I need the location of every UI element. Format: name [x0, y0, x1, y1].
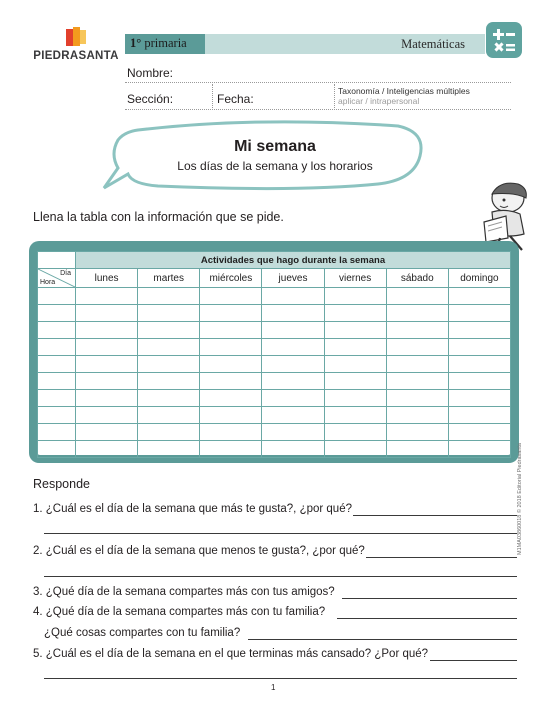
divider	[334, 84, 335, 110]
activity-cell[interactable]	[324, 356, 386, 373]
schedule-table-body	[38, 288, 511, 458]
activity-cell[interactable]	[138, 356, 200, 373]
activity-cell[interactable]	[386, 407, 448, 424]
activity-cell[interactable]	[138, 305, 200, 322]
corner-hour-label: Hora	[40, 279, 56, 286]
activity-cell[interactable]	[448, 407, 510, 424]
activity-cell[interactable]	[448, 356, 510, 373]
hour-cell[interactable]	[38, 373, 76, 390]
activity-cell[interactable]	[138, 373, 200, 390]
activity-cell[interactable]	[76, 441, 138, 458]
activity-cell[interactable]	[200, 339, 262, 356]
table-row	[38, 305, 511, 322]
activity-cell[interactable]	[200, 390, 262, 407]
activity-cell[interactable]	[76, 288, 138, 305]
activity-cell[interactable]	[262, 288, 324, 305]
table-row	[38, 356, 511, 373]
activity-cell[interactable]	[76, 424, 138, 441]
activity-cell[interactable]	[386, 305, 448, 322]
plus-minus-times-icon	[486, 22, 522, 58]
grade-badge	[125, 34, 205, 54]
hour-cell[interactable]	[38, 424, 76, 441]
activity-cell[interactable]	[324, 288, 386, 305]
hour-cell[interactable]	[38, 390, 76, 407]
piedrasanta-logo	[30, 26, 122, 66]
logo-text: PIEDRASANTA	[33, 50, 119, 62]
activity-cell[interactable]	[200, 288, 262, 305]
day-header: viernes	[324, 269, 386, 288]
activity-cell[interactable]	[76, 390, 138, 407]
activity-cell[interactable]	[262, 390, 324, 407]
activity-cell[interactable]	[448, 322, 510, 339]
activity-cell[interactable]	[138, 288, 200, 305]
hour-cell[interactable]	[38, 322, 76, 339]
activity-cell[interactable]	[262, 407, 324, 424]
activity-cell[interactable]	[200, 305, 262, 322]
activity-cell[interactable]	[324, 305, 386, 322]
table-row	[38, 288, 511, 305]
divider	[212, 84, 213, 110]
activity-cell[interactable]	[262, 339, 324, 356]
activity-cell[interactable]	[262, 424, 324, 441]
date-label: Fecha:	[217, 92, 254, 106]
answer-line[interactable]	[44, 576, 517, 577]
activity-cell[interactable]	[262, 305, 324, 322]
activity-cell[interactable]	[200, 441, 262, 458]
grade-number: 1°	[130, 36, 142, 50]
table-row	[38, 339, 511, 356]
hour-cell[interactable]	[38, 305, 76, 322]
activity-cell[interactable]	[200, 407, 262, 424]
answer-line[interactable]	[44, 533, 517, 534]
activity-cell[interactable]	[386, 339, 448, 356]
activity-cell[interactable]	[200, 373, 262, 390]
question-1: 1. ¿Cuál es el día de la semana que más te gusta?, ¿por qué?	[33, 503, 352, 515]
day-header: miércoles	[200, 269, 262, 288]
activity-cell[interactable]	[448, 305, 510, 322]
answer-line[interactable]	[353, 515, 517, 516]
activity-cell[interactable]	[138, 441, 200, 458]
activity-cell[interactable]	[200, 424, 262, 441]
activity-cell[interactable]	[324, 407, 386, 424]
instruction-text: Llena la tabla con la información que se pide.	[33, 210, 284, 224]
activity-cell[interactable]	[448, 288, 510, 305]
activity-cell[interactable]	[262, 373, 324, 390]
hour-cell[interactable]	[38, 407, 76, 424]
table-row	[38, 322, 511, 339]
activity-cell[interactable]	[386, 322, 448, 339]
taxonomy-label: Taxonomía / Inteligencias múltiples	[338, 86, 470, 96]
answer-line[interactable]	[366, 557, 517, 558]
section-label: Sección:	[127, 92, 174, 106]
day-header: domingo	[448, 269, 510, 288]
table-row	[38, 373, 511, 390]
question-3: 3. ¿Qué día de la semana compartes más con tus amigos?	[33, 586, 335, 598]
table-row	[38, 441, 511, 458]
responde-heading: Responde	[33, 477, 90, 491]
corner-cell	[38, 269, 76, 288]
taxonomy-value: aplicar / intrapersonal	[338, 96, 420, 106]
activity-cell[interactable]	[448, 339, 510, 356]
activity-cell[interactable]	[386, 441, 448, 458]
question-2: 2. ¿Cuál es el día de la semana que menos te gusta?, ¿por qué?	[33, 545, 365, 557]
question-5: 5. ¿Cuál es el día de la semana en el que terminas más cansado? ¿Por qué?	[33, 648, 429, 660]
activity-cell[interactable]	[448, 373, 510, 390]
question-4b: ¿Qué cosas compartes con tu familia?	[44, 627, 241, 639]
activity-cell[interactable]	[138, 424, 200, 441]
activity-cell[interactable]	[76, 322, 138, 339]
day-header: jueves	[262, 269, 324, 288]
activity-cell[interactable]	[386, 356, 448, 373]
subject-label: Matemáticas	[401, 37, 465, 51]
question-4: 4. ¿Qué día de la semana compartes más con tu familia?	[33, 606, 326, 618]
activity-cell[interactable]	[386, 373, 448, 390]
hour-cell[interactable]	[38, 339, 76, 356]
activity-cell[interactable]	[448, 424, 510, 441]
day-header: sábado	[386, 269, 448, 288]
answer-line[interactable]	[430, 660, 517, 661]
activity-cell[interactable]	[76, 305, 138, 322]
answer-line[interactable]	[44, 678, 517, 679]
activity-cell[interactable]	[324, 339, 386, 356]
book-logo-icon	[64, 26, 88, 48]
activity-cell[interactable]	[76, 356, 138, 373]
activity-cell[interactable]	[138, 407, 200, 424]
activity-cell[interactable]	[324, 441, 386, 458]
table-row	[38, 424, 511, 441]
activity-cell[interactable]	[262, 322, 324, 339]
schedule-table	[37, 251, 511, 458]
activity-cell[interactable]	[76, 407, 138, 424]
subject-band	[205, 34, 485, 54]
activity-cell[interactable]	[386, 390, 448, 407]
name-row	[125, 59, 511, 83]
page-subtitle: Los días de la semana y los horarios	[177, 159, 373, 173]
activity-cell[interactable]	[138, 390, 200, 407]
day-header: martes	[138, 269, 200, 288]
answer-line[interactable]	[342, 598, 517, 599]
activity-cell[interactable]	[138, 322, 200, 339]
copyright-credit: M1MA03860018 © 2018 Editorial Piedrasanta	[517, 443, 523, 555]
activity-cell[interactable]	[76, 373, 138, 390]
table-row	[38, 407, 511, 424]
table-row	[38, 390, 511, 407]
activity-cell[interactable]	[200, 322, 262, 339]
hour-cell[interactable]	[38, 356, 76, 373]
activity-cell[interactable]	[448, 390, 510, 407]
activity-cell[interactable]	[386, 288, 448, 305]
activity-cell[interactable]	[262, 356, 324, 373]
activity-cell[interactable]	[262, 441, 324, 458]
activity-cell[interactable]	[324, 322, 386, 339]
activity-cell[interactable]	[324, 424, 386, 441]
name-label: Nombre:	[127, 66, 174, 80]
caption-spacer	[38, 252, 76, 269]
hour-cell[interactable]	[38, 441, 76, 458]
activity-cell[interactable]	[324, 390, 386, 407]
activity-cell[interactable]	[138, 339, 200, 356]
table-caption: Actividades que hago durante la semana	[76, 252, 511, 269]
activity-cell[interactable]	[76, 339, 138, 356]
activity-cell[interactable]	[448, 441, 510, 458]
activity-cell[interactable]	[386, 424, 448, 441]
activity-cell[interactable]	[324, 373, 386, 390]
day-header: lunes	[76, 269, 138, 288]
hour-cell[interactable]	[38, 288, 76, 305]
page-number: 1	[271, 683, 276, 692]
corner-day-label: Día	[60, 270, 71, 277]
page-title: Mi semana	[234, 138, 316, 155]
grade-label: primaria	[144, 36, 187, 50]
answer-line[interactable]	[248, 639, 517, 640]
title-cloud-shape	[98, 118, 428, 194]
answer-line[interactable]	[337, 618, 517, 619]
activity-cell[interactable]	[200, 356, 262, 373]
